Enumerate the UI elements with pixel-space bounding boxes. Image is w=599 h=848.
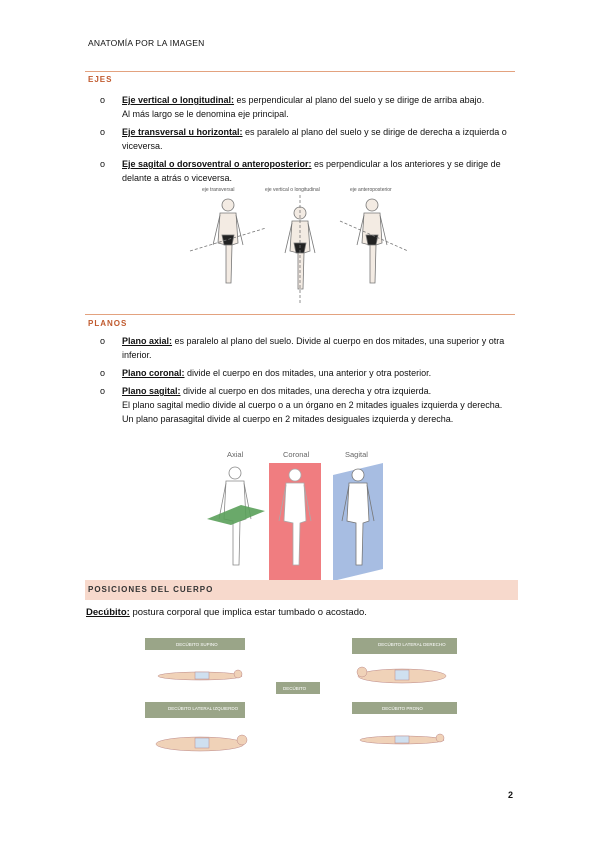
position-label: DECÚBITO SUPINO: [176, 642, 218, 647]
list-item: [100, 334, 520, 362]
definition: es perpendicular al plano del suelo y se dirige de arriba abajo.: [234, 95, 485, 105]
section-label-planos: PLANOS: [88, 319, 128, 328]
definition: es paralelo al plano del suelo y se dirige de derecha a izquierda o viceversa.: [122, 127, 507, 151]
section-label-ejes: EJES: [88, 75, 113, 84]
term: Plano sagital:: [122, 386, 181, 396]
position-label: DECÚBITO PRONO: [382, 706, 423, 711]
section-label-posiciones: POSICIONES DEL CUERPO: [88, 585, 214, 594]
lying-figure-icon: [357, 667, 446, 683]
bullet-icon: o: [100, 95, 106, 105]
axes-figure: [180, 183, 420, 305]
figure-label: eje vertical o longitudinal: [265, 187, 320, 193]
human-figure-icon: [213, 199, 243, 283]
bullet-icon: o: [100, 159, 106, 169]
definition: divide el cuerpo en dos mitades, una anterior y otra posterior.: [184, 368, 432, 378]
definition: divide al cuerpo en dos mitades, una derecha y otra izquierda.: [180, 386, 432, 396]
axial-plane: [207, 505, 265, 525]
human-figure-icon: [357, 199, 387, 283]
section-divider: [85, 71, 515, 72]
page-number: 2: [508, 790, 514, 800]
section-band-posiciones: [85, 580, 518, 600]
figure-label: eje transversal: [202, 187, 235, 193]
positions-figure: [140, 632, 460, 757]
term: Plano axial:: [122, 336, 173, 346]
plane-label: Coronal: [283, 450, 310, 459]
list-item: [100, 93, 520, 121]
term: Decúbito:: [86, 607, 130, 618]
lying-figure-icon: [156, 735, 247, 751]
term: Eje sagital o dorsoventral o anteroposterior:: [122, 159, 312, 169]
section-divider: [85, 314, 515, 315]
plane-label: Sagital: [345, 450, 368, 459]
planes-figure: [205, 447, 390, 582]
document-header: ANATOMÍA POR LA IMAGEN: [88, 38, 205, 48]
list-item: [100, 157, 520, 185]
plane-label: Axial: [227, 450, 244, 459]
bullet-icon: o: [100, 386, 106, 396]
list-item: [100, 366, 520, 380]
decubito-definition: [86, 607, 367, 618]
position-label: DECÚBITO LATERAL IZQUIERDO: [168, 706, 239, 711]
term: Eje vertical o longitudinal:: [122, 95, 235, 105]
term: Eje transversal u horizontal:: [122, 127, 243, 137]
definition-extra: Al más largo se le denomina eje principal.: [122, 109, 289, 119]
term: Plano coronal:: [122, 368, 185, 378]
position-label: DECÚBITO LATERAL DERECHO: [378, 642, 446, 647]
position-label: DECÚBITO: [283, 686, 307, 691]
definition: es perpendicular a los anteriores y se dirige de delante a atrás o viceversa.: [122, 159, 501, 183]
bullet-icon: o: [100, 127, 106, 137]
bullet-icon: o: [100, 368, 106, 378]
list-item: [100, 384, 520, 426]
definition-extra: El plano sagital medio divide al cuerpo o a un órgano en 2 mitades iguales izquierda y derecha.: [122, 400, 503, 410]
ejes-list: [100, 93, 520, 189]
lying-figure-icon: [158, 670, 242, 680]
definition-extra: Un plano parasagital divide al cuerpo en 2 mitades desiguales izquierda y derecha.: [122, 414, 454, 424]
figure-label: eje anteroposterior: [350, 187, 392, 193]
definition: postura corporal que implica estar tumbado o acostado.: [129, 607, 367, 618]
definition: es paralelo al plano del suelo. Divide al cuerpo en dos mitades, una superior y otra inferior.: [122, 336, 505, 360]
lying-figure-icon: [360, 734, 444, 744]
bullet-icon: o: [100, 336, 106, 346]
planos-list: [100, 334, 520, 430]
list-item: [100, 125, 520, 153]
